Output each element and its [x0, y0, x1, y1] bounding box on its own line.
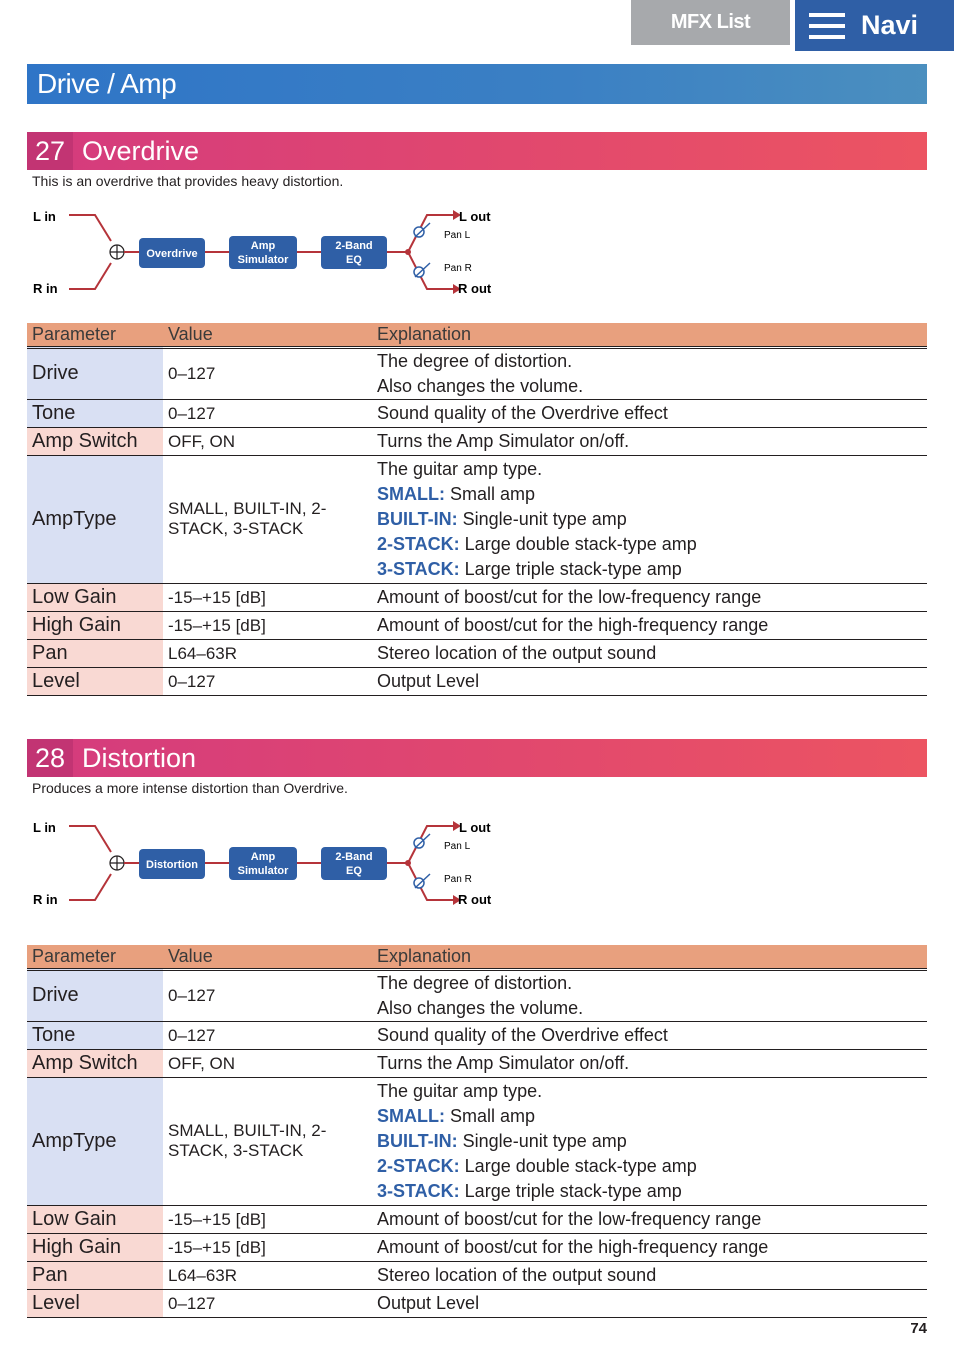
amp-type-item: 2-STACK: Large double stack-type amp [377, 533, 697, 554]
table-row [27, 1021, 927, 1049]
label-pan-l: Pan L [444, 230, 471, 241]
param-explanation [372, 455, 927, 583]
mfx-list-button[interactable] [631, 0, 790, 45]
param-explanation [372, 1205, 927, 1233]
explanation-line: Amount of boost/cut for the high-frequency range [377, 614, 769, 635]
effect-block-label: Distortion [146, 859, 198, 871]
explanation-line: Stereo location of the output sound [377, 642, 657, 663]
page-number: 74 [910, 1320, 927, 1337]
param-explanation [372, 611, 927, 639]
col-header-explanation: Explanation [372, 323, 927, 347]
param-name: Level [27, 1289, 163, 1317]
param-name: Drive [27, 969, 163, 1021]
amp-type-key: 2-STACK: [377, 533, 460, 554]
label-pan-r: Pan R [444, 874, 472, 885]
param-name: Pan [27, 639, 163, 667]
label-r-in: R in [33, 281, 58, 296]
param-explanation [372, 1077, 927, 1205]
param-explanation [372, 667, 927, 695]
label-r-out: R out [458, 281, 492, 296]
col-header-explanation: Explanation [372, 945, 927, 969]
col-header-parameter: Parameter [27, 945, 163, 969]
table-row [27, 427, 927, 455]
param-value: 0–127 [163, 399, 372, 427]
amp-type-item: BUILT-IN: Single-unit type amp [377, 1130, 627, 1151]
param-value: OFF, ON [163, 1049, 372, 1077]
explanation-line: Sound quality of the Overdrive effect [377, 402, 668, 423]
param-name: Level [27, 667, 163, 695]
param-explanation [372, 583, 927, 611]
eq-label: EQ [346, 865, 362, 877]
param-value: 0–127 [163, 1021, 372, 1049]
signal-flow-diagram [27, 816, 547, 916]
amp-type-item: BUILT-IN: Single-unit type amp [377, 508, 627, 529]
input-line-l [69, 826, 111, 852]
label-l-out: L out [459, 209, 491, 224]
explanation-line: Amount of boost/cut for the low-frequency range [377, 586, 762, 607]
label-l-out: L out [459, 820, 491, 835]
param-value: -15–+15 [dB] [163, 611, 372, 639]
pan-r-knob-icon [414, 267, 424, 277]
table-row [27, 667, 927, 695]
explanation-line: Sound quality of the Overdrive effect [377, 1024, 668, 1045]
param-explanation [372, 1021, 927, 1049]
amp-simulator-label: Amp [250, 851, 276, 863]
amp-type-key: 3-STACK: [377, 1180, 460, 1201]
table-row [27, 1077, 927, 1205]
eq-label: 2-Band [335, 240, 373, 252]
effect-header [27, 132, 927, 170]
param-value: 0–127 [163, 1289, 372, 1317]
table-row [27, 1205, 927, 1233]
table-row [27, 455, 927, 583]
section-title: Drive / Amp [27, 64, 927, 104]
param-value: SMALL, BUILT-IN, 2-STACK, 3-STACK [163, 455, 372, 583]
explanation-line: Output Level [377, 670, 480, 691]
pan-l-knob-icon [414, 227, 424, 237]
col-header-value: Value [163, 323, 372, 347]
param-value: -15–+15 [dB] [163, 583, 372, 611]
effect-block-label: Overdrive [146, 248, 198, 260]
explanation-line: Also changes the volume. [377, 997, 584, 1018]
amp-type-key: 2-STACK: [377, 1155, 460, 1176]
param-explanation [372, 639, 927, 667]
amp-type-item: 3-STACK: Large triple stack-type amp [377, 1180, 682, 1201]
param-name: Low Gain [27, 583, 163, 611]
param-value: L64–63R [163, 1261, 372, 1289]
effect-number: 28 [27, 739, 73, 777]
col-header-parameter: Parameter [27, 323, 163, 347]
col-header-value: Value [163, 945, 372, 969]
param-name: Amp Switch [27, 1049, 163, 1077]
table-row [27, 969, 927, 1021]
effect-name: Overdrive [82, 135, 200, 166]
param-explanation [372, 1289, 927, 1317]
explanation-line: Stereo location of the output sound [377, 1264, 657, 1285]
table-row [27, 611, 927, 639]
table-row [27, 399, 927, 427]
param-value: 0–127 [163, 667, 372, 695]
eq-label: EQ [346, 254, 362, 266]
table-row [27, 583, 927, 611]
param-value: OFF, ON [163, 427, 372, 455]
param-value: -15–+15 [dB] [163, 1233, 372, 1261]
navi-label: Navi [861, 10, 919, 40]
param-name: AmpType [27, 455, 163, 583]
amp-type-intro: The guitar amp type. [377, 458, 543, 479]
effect-description: This is an overdrive that provides heavy distortion. [32, 173, 344, 189]
effect-description: Produces a more intense distortion than Overdrive. [32, 780, 348, 796]
amp-type-item: SMALL: Small amp [377, 1105, 536, 1126]
amp-type-intro: The guitar amp type. [377, 1080, 543, 1101]
signal-flow-diagram [27, 205, 547, 305]
mfx-list-label: MFX List [670, 11, 751, 33]
param-name: High Gain [27, 611, 163, 639]
input-line-l [69, 215, 111, 241]
table-row [27, 347, 927, 399]
explanation-line: The degree of distortion. [377, 972, 573, 993]
param-name: Low Gain [27, 1205, 163, 1233]
param-explanation [372, 347, 927, 399]
param-name: Tone [27, 399, 163, 427]
param-name: Pan [27, 1261, 163, 1289]
param-value: L64–63R [163, 639, 372, 667]
param-name: Amp Switch [27, 427, 163, 455]
amp-type-item: SMALL: Small amp [377, 483, 536, 504]
explanation-line: Turns the Amp Simulator on/off. [377, 430, 630, 451]
table-header-row [27, 945, 927, 969]
param-explanation [372, 427, 927, 455]
table-row [27, 1261, 927, 1289]
effect-number: 27 [27, 132, 73, 170]
table-row [27, 1233, 927, 1261]
amp-type-item: 3-STACK: Large triple stack-type amp [377, 558, 682, 579]
menu-icon [809, 13, 845, 39]
label-l-in: L in [33, 820, 56, 835]
amp-type-key: SMALL: [377, 1105, 445, 1126]
navi-button[interactable] [795, 0, 954, 51]
label-l-in: L in [33, 209, 56, 224]
param-value: -15–+15 [dB] [163, 1205, 372, 1233]
parameter-table [27, 945, 927, 1318]
amp-type-key: BUILT-IN: [377, 1130, 458, 1151]
param-name: AmpType [27, 1077, 163, 1205]
table-header-row [27, 323, 927, 347]
param-explanation [372, 399, 927, 427]
table-row [27, 1289, 927, 1317]
amp-type-key: BUILT-IN: [377, 508, 458, 529]
pan-l-knob-icon [414, 838, 424, 848]
amp-simulator-label: Simulator [237, 865, 289, 877]
param-explanation [372, 1049, 927, 1077]
table-row [27, 639, 927, 667]
param-name: High Gain [27, 1233, 163, 1261]
effect-header [27, 739, 927, 777]
explanation-line: Output Level [377, 1292, 480, 1313]
amp-type-item: 2-STACK: Large double stack-type amp [377, 1155, 697, 1176]
param-explanation [372, 969, 927, 1021]
input-line-r [69, 874, 111, 900]
amp-type-key: 3-STACK: [377, 558, 460, 579]
param-value: 0–127 [163, 969, 372, 1021]
pan-r-knob-icon [414, 878, 424, 888]
amp-type-key: SMALL: [377, 483, 445, 504]
input-line-r [69, 263, 111, 289]
label-pan-r: Pan R [444, 263, 472, 274]
eq-label: 2-Band [335, 851, 373, 863]
explanation-line: Amount of boost/cut for the low-frequency range [377, 1208, 762, 1229]
param-value: SMALL, BUILT-IN, 2-STACK, 3-STACK [163, 1077, 372, 1205]
param-explanation [372, 1233, 927, 1261]
param-value: 0–127 [163, 347, 372, 399]
label-r-in: R in [33, 892, 58, 907]
explanation-line: Also changes the volume. [377, 375, 584, 396]
explanation-line: Turns the Amp Simulator on/off. [377, 1052, 630, 1073]
explanation-line: The degree of distortion. [377, 350, 573, 371]
effect-name: Distortion [82, 742, 197, 773]
parameter-table [27, 323, 927, 696]
param-explanation [372, 1261, 927, 1289]
param-name: Drive [27, 347, 163, 399]
param-name: Tone [27, 1021, 163, 1049]
amp-simulator-label: Amp [250, 240, 276, 252]
label-r-out: R out [458, 892, 492, 907]
explanation-line: Amount of boost/cut for the high-frequency range [377, 1236, 769, 1257]
table-row [27, 1049, 927, 1077]
label-pan-l: Pan L [444, 841, 471, 852]
amp-simulator-label: Simulator [237, 254, 289, 266]
